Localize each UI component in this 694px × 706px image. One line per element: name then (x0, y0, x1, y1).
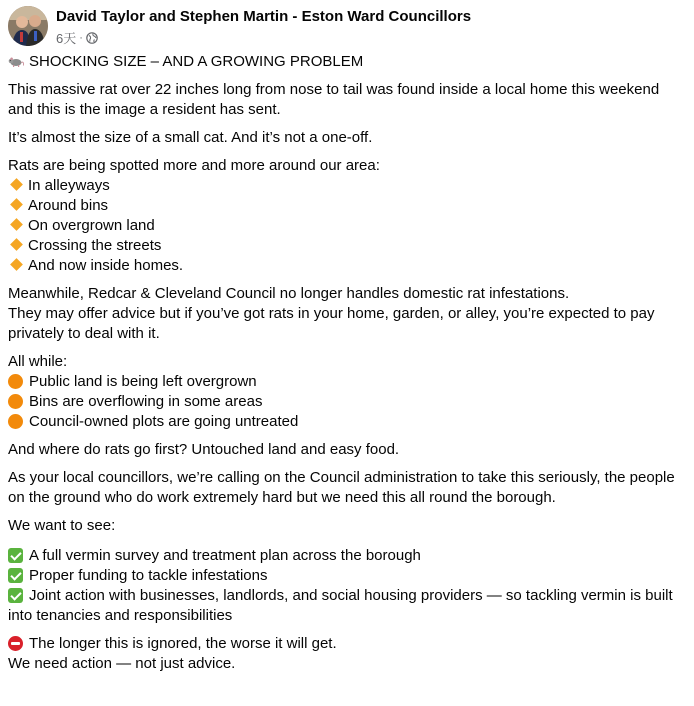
paragraph-councillors-call: As your local councillors, we’re calling on the Council administration to take this seriously, the people on the ground who do work extremely hard but we need this all round the borough. (8, 469, 675, 506)
headline (8, 52, 688, 72)
list-item: On overgrown land (8, 216, 688, 236)
paragraph-rats-go-first: And where do rats go first? Untouched land and easy food. (8, 441, 400, 458)
check-mark-button-icon (8, 568, 23, 583)
list-item: Public land is being left overgrown (8, 372, 688, 392)
paragraph-rat-found: This massive rat over 22 inches long from nose to tail was found inside a local home this weekend and this is the image a resident has sent. (8, 81, 660, 118)
policy-line-2: They may offer advice but if you’ve got rats in your home, garden, or alley, you’re expected to pay privately to deal with it. (8, 305, 655, 342)
rat-icon (8, 53, 24, 69)
orange-diamond-icon (10, 218, 23, 231)
orange-circle-icon (8, 374, 23, 389)
closing-line-1: The longer this is ignored, the worse it will get. (8, 634, 688, 654)
paragraph-closing (8, 634, 688, 674)
globe-icon[interactable] (86, 32, 98, 44)
post-meta (56, 28, 98, 47)
orange-circle-icon (8, 394, 23, 409)
list-item: Joint action with businesses, landlords, and social housing providers — so tackling vermin is built into tenancies and responsibilities (8, 587, 673, 624)
list-item: Council-owned plots are going untreated (8, 412, 688, 432)
closing-line-2: We need action — not just advice. (8, 655, 236, 672)
policy-line-1: Meanwhile, Redcar & Cleveland Council no longer handles domestic rat infestations. (8, 285, 570, 302)
list-item: Crossing the streets (8, 236, 688, 256)
list-item: Proper funding to tackle infestations (8, 566, 688, 586)
paragraph-demands (8, 546, 688, 626)
sightings-intro: Rats are being spotted more and more around our area: (8, 157, 380, 174)
list-item: Bins are overflowing in some areas (8, 392, 688, 412)
list-item: A full vermin survey and treatment plan across the borough (8, 546, 688, 566)
orange-diamond-icon (10, 198, 23, 211)
author-avatar[interactable] (8, 6, 48, 46)
check-mark-button-icon (8, 548, 23, 563)
issues-intro: All while: (8, 353, 68, 370)
paragraph-want-to-see: We want to see: (8, 517, 116, 534)
orange-diamond-icon (10, 258, 23, 271)
check-mark-button-icon (8, 588, 23, 603)
list-item: And now inside homes. (8, 256, 688, 276)
author-name[interactable]: David Taylor and Stephen Martin - Eston Ward Councillors (56, 8, 472, 25)
orange-diamond-icon (10, 238, 23, 251)
post-body (8, 52, 688, 682)
post-time[interactable]: 6天 (56, 31, 77, 46)
list-item: Around bins (8, 196, 688, 216)
list-item: In alleyways (8, 176, 688, 196)
no-entry-icon (8, 636, 23, 651)
paragraph-council-policy (8, 284, 688, 344)
post-header (8, 6, 688, 48)
meta-separator: · (79, 31, 83, 44)
paragraph-cat-size: It’s almost the size of a small cat. And it’s not a one-off. (8, 129, 373, 146)
headline-text: SHOCKING SIZE – AND A GROWING PROBLEM (29, 53, 364, 70)
orange-diamond-icon (10, 178, 23, 191)
avatar-photo (8, 6, 48, 46)
paragraph-issues (8, 352, 688, 432)
orange-circle-icon (8, 414, 23, 429)
paragraph-sightings (8, 156, 688, 276)
